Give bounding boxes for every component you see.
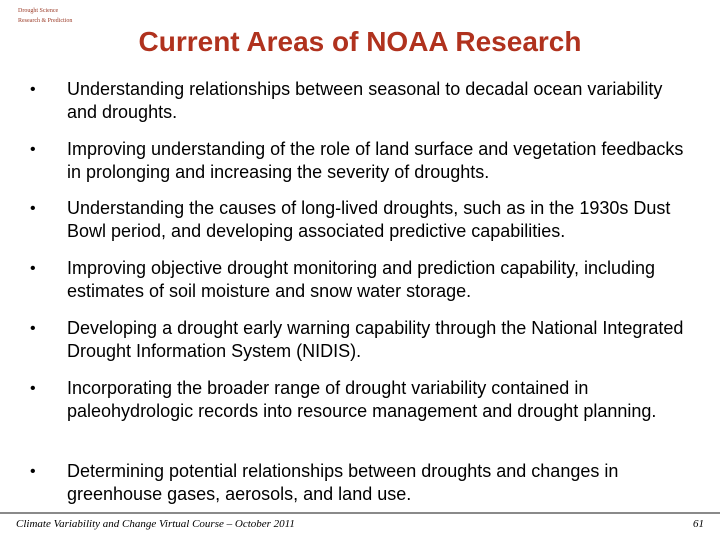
- bullet-text: Developing a drought early warning capability through the National Integrated Drought Information System (NIDIS).: [67, 318, 684, 361]
- bullet-marker: •: [30, 81, 36, 98]
- bullet-marker: •: [30, 320, 36, 337]
- slide-title: Current Areas of NOAA Research: [138, 26, 582, 57]
- logo-line-2: Research & Prediction: [18, 18, 73, 24]
- footer-divider: [0, 512, 720, 514]
- bullet-text: Incorporating the broader range of drought variability contained in paleohydrologic records into resource management and drought planning.: [67, 378, 657, 421]
- logo-line-1: Drought Science: [18, 8, 59, 14]
- bullet-marker: •: [30, 141, 36, 158]
- bullet-marker: •: [30, 380, 36, 397]
- page-number: 61: [693, 518, 704, 530]
- bullet-text: Understanding the causes of long-lived droughts, such as in the 1930s Dust Bowl period, and developing associated predictive capabilities.: [67, 198, 671, 241]
- bullet-text: Improving understanding of the role of land surface and vegetation feedbacks in prolonging and increasing the severity of droughts.: [67, 139, 684, 182]
- bullet-marker: •: [30, 463, 36, 480]
- bullet-text: Improving objective drought monitoring and prediction capability, including estimates of soil moisture and snow water storage.: [67, 258, 656, 301]
- bullet-text: Understanding relationships between seasonal to decadal ocean variability and droughts.: [67, 79, 663, 122]
- bullet-text: Determining potential relationships between droughts and changes in greenhouse gases, aerosols, and land use.: [67, 461, 619, 504]
- bullet-marker: •: [30, 260, 36, 277]
- footer-course-label: Climate Variability and Change Virtual Course – October 2011: [16, 518, 295, 530]
- bullet-marker: •: [30, 200, 36, 217]
